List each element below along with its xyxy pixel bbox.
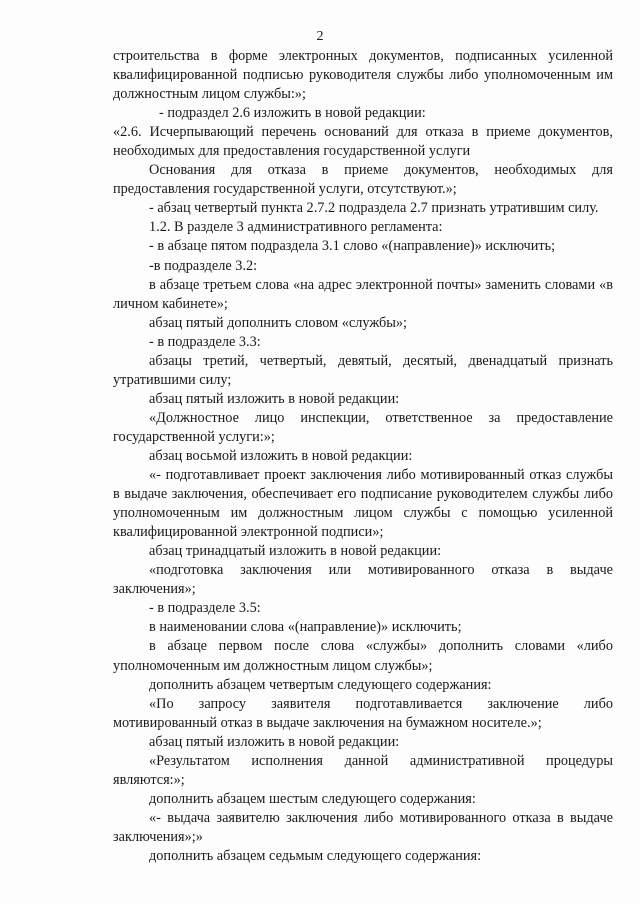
paragraph: абзац пятый дополнить словом «службы»; [149,314,408,331]
paragraph: «Результатом исполнения данной административной процедуры являются:»; [113,752,613,788]
paragraph: «Должностное лицо инспекции, ответственное за предоставление государственной услуги:»; [113,409,613,445]
paragraph: абзац пятый изложить в новой редакции: [149,733,400,750]
paragraph: в абзаце первом после слова «службы» дополнить словами «либо уполномоченным им должностным лицом службы»; [113,638,613,674]
paragraph: «- выдача заявителю заключения либо мотивированного отказа в выдаче заключения»;» [113,809,613,845]
paragraph: в абзаце третьем слова «на адрес электронной почты» заменить словами «в личном кабинете»; [113,276,613,312]
paragraph: абзац тринадцатый изложить в новой редакции: [149,543,442,560]
paragraph: - в абзаце пятом подраздела 3.1 слово «(направление)» исключить; [149,238,556,255]
paragraph: - подраздел 2.6 изложить в новой редакции: [159,105,426,122]
paragraph: - абзац четвертый пункта 2.7.2 подраздела 2.7 признать утратившим силу. [149,200,599,217]
paragraph: «По запросу заявителя подготавливается заключение либо мотивированный отказ в выдаче заключения на бумажном носителе.»; [113,695,613,731]
paragraph: строительства в форме электронных документов, подписанных усиленной квалифицированной подписью руководителя службы либо уполномоченным им должностным лицом службы:»; [113,48,613,103]
paragraph: абзацы третий, четвертый, девятый, десятый, двенадцатый признать утратившими силу; [113,352,613,388]
paragraph: абзац пятый изложить в новой редакции: [149,390,400,407]
paragraph: абзац восьмой изложить в новой редакции: [149,447,413,464]
paragraph: 1.2. В разделе 3 административного регламента: [149,219,443,236]
page-number: 2 [316,29,324,44]
paragraph: -в подразделе 3.2: [149,257,258,274]
paragraph: - в подразделе 3.3: [149,333,261,350]
paragraph: Основания для отказа в приеме документов, необходимых для предоставления государственной услуги, отсутствуют.»; [113,162,613,198]
paragraph: дополнить абзацем четвертым следующего содержания: [149,676,492,693]
paragraph: в наименовании слова «(направление)» исключить; [149,619,462,636]
paragraph: дополнить абзацем седьмым следующего содержания: [149,847,482,864]
paragraph: дополнить абзацем шестым следующего содержания: [149,790,476,807]
paragraph: - в подразделе 3.5: [149,600,261,617]
paragraph: «- подготавливает проект заключения либо мотивированный отказ службы в выдаче заключения, обеспечивает его подписание руководителем службы либо уполномоченным им должностным лицом службы с помощью усиленной квалифицированной электронной подписи»; [113,467,613,541]
paragraph: «подготовка заключения или мотивированного отказа в выдаче заключения»; [113,562,613,598]
document-body [113,47,613,866]
paragraph: «2.6. Исчерпывающий перечень оснований для отказа в приеме документов, необходимых для предоставления государственной услуги [113,124,613,160]
